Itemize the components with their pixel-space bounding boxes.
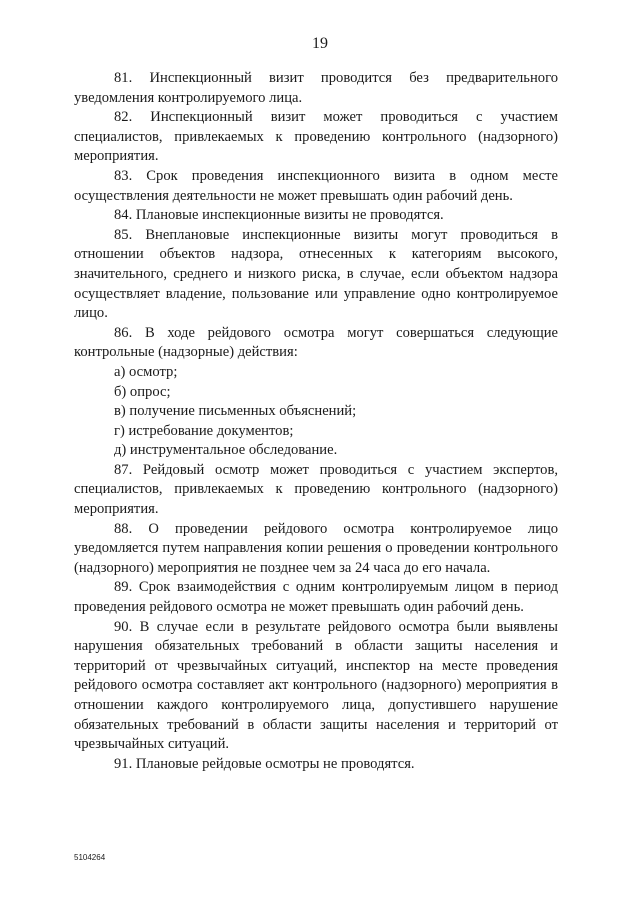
document-code: 5104264 xyxy=(74,853,106,862)
list-item-86e: д) инструментальное обследование. xyxy=(114,442,338,459)
paragraph-89: 89. Срок взаимодействия с одним контролируемым лицом в период проведения рейдового осмотра не может превышать один рабочий день. xyxy=(74,579,558,616)
paragraph-86: 86. В ходе рейдового осмотра могут совершаться следующие контрольные (надзорные) действия: xyxy=(74,324,558,361)
list-item-86a: а) осмотр; xyxy=(114,363,178,380)
paragraph-88: 88. О проведении рейдового осмотра контролируемое лицо уведомляется путем направления копии решения о проведении контрольного (надзорного) мероприятия не позднее чем за 24 часа до его начала. xyxy=(74,520,558,576)
paragraph-83: 83. Срок проведения инспекционного визита в одном месте осуществления деятельности не может превышать один рабочий день. xyxy=(74,167,558,204)
paragraph-87: 87. Рейдовый осмотр может проводиться с участием экспертов, специалистов, привлекаемых к проведению контрольного (надзорного) мероприятия. xyxy=(74,461,558,518)
paragraph-82: 82. Инспекционный визит может проводиться с участием специалистов, привлекаемых к проведению контрольного (надзорного) мероприятия. xyxy=(74,109,558,165)
paragraph-85: 85. Внеплановые инспекционные визиты могут проводиться в отношении объектов надзора, отнесенных к категориям высокого, значительного, среднего и низкого риска, в случае, если объектом надзора осуществляет владение, пользование или управление одно контролируемое лицо. xyxy=(74,226,558,322)
document-body xyxy=(74,69,558,774)
paragraph-91: 91. Плановые рейдовые осмотры не проводятся. xyxy=(114,755,415,772)
paragraph-81: 81. Инспекционный визит проводится без предварительного уведомления контролируемого лица. xyxy=(74,70,558,106)
list-item-86b: б) опрос; xyxy=(114,383,171,400)
list-item-86c: в) получение письменных объяснений; xyxy=(114,403,357,420)
list-item-86d: г) истребование документов; xyxy=(114,422,294,439)
page-number: 19 xyxy=(312,35,328,52)
paragraph-90: 90. В случае если в результате рейдового осмотра были выявлены нарушения обязательных требований в области защиты населения и территорий от чрезвычайных ситуаций, инспектор на месте проведения рейдового осмотра составляет акт контрольного (надзорного) мероприятия в отношении каждого контролируемого лица, допустившего нарушение обязательных требований в области защиты населения и территорий от чрезвычайных ситуаций. xyxy=(74,618,558,753)
paragraph-84: 84. Плановые инспекционные визиты не проводятся. xyxy=(114,207,444,224)
